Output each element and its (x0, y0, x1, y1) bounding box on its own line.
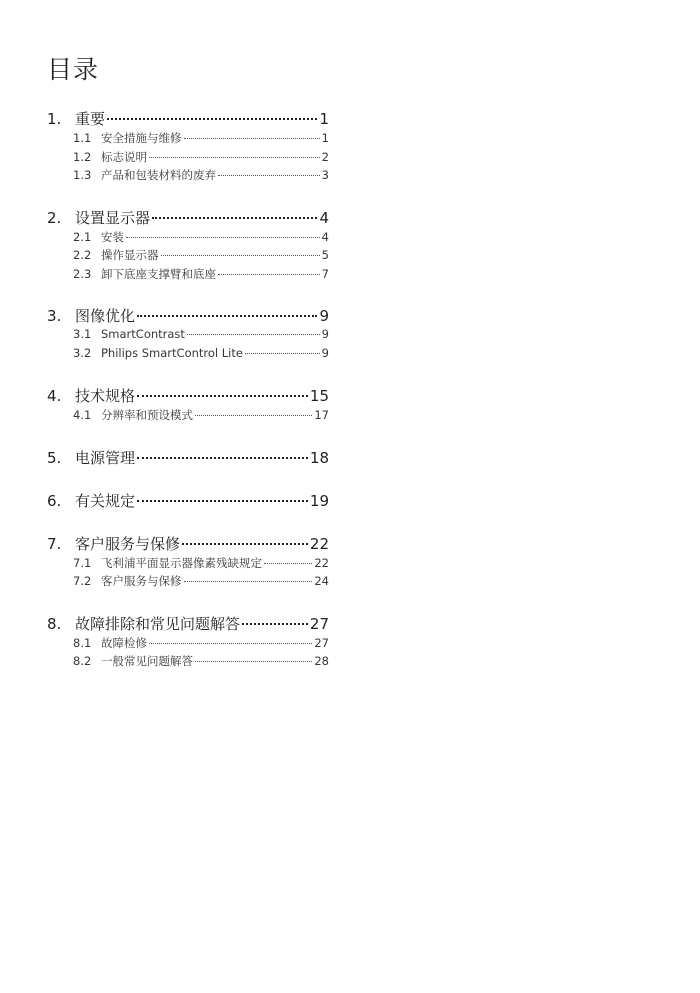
section-title: 有关规定 (75, 491, 136, 510)
section-page-number: 22 (309, 534, 329, 553)
subsection-page-number: 27 (314, 635, 329, 650)
toc-subsection-entry[interactable] (47, 407, 329, 426)
subsection-page-number: 28 (314, 654, 329, 668)
dot-leader (137, 315, 317, 317)
subsection-title: 标志说明 (101, 149, 147, 164)
subsection-page-number: 7 (321, 266, 329, 281)
section-title: 电源管理 (75, 448, 136, 467)
toc-subsection-entry[interactable] (47, 653, 329, 672)
subsection-number: 1.3 (73, 168, 92, 182)
dot-leader (126, 237, 320, 238)
toc-section (47, 385, 329, 426)
dot-leader (195, 415, 312, 416)
subsection-title: 一般常见问题解答 (101, 654, 193, 668)
subsection-title: 安装 (101, 229, 124, 244)
subsection-page-number: 17 (314, 408, 329, 422)
section-page-number: 18 (309, 448, 329, 467)
dot-leader (245, 353, 320, 354)
toc-subsection-entry[interactable] (47, 266, 329, 285)
dot-leader (184, 581, 313, 582)
toc-section-entry[interactable] (47, 613, 329, 635)
toc-section-entry[interactable] (47, 207, 329, 229)
subsection-number: 1.1 (73, 131, 92, 145)
toc-subsection-entry[interactable] (47, 635, 329, 654)
toc-subsection-entry[interactable] (47, 149, 329, 168)
toc-section-entry[interactable] (47, 490, 329, 512)
section-title: 图像优化 (75, 307, 136, 325)
section-number: 8. (47, 614, 62, 633)
subsection-title: 卸下底座支撑臂和底座 (101, 266, 216, 281)
toc-section-entry[interactable] (47, 533, 329, 555)
toc-section-entry[interactable] (47, 447, 329, 469)
subsection-number: 1.2 (73, 149, 92, 164)
section-title: 客户服务与保修 (75, 534, 181, 553)
subsection-page-number: 5 (321, 248, 329, 262)
toc-subsection-entry[interactable] (47, 247, 329, 266)
section-title: 设置显示器 (75, 208, 151, 227)
toc-section (47, 490, 329, 512)
page-title: 目录 (47, 55, 100, 84)
subsection-number: 8.2 (73, 654, 92, 668)
subsection-number: 8.1 (73, 635, 92, 650)
subsection-page-number: 9 (321, 327, 329, 341)
section-number: 1. (47, 110, 62, 128)
section-title: 重要 (75, 110, 106, 128)
subsection-title: 产品和包装材料的废弃 (101, 168, 216, 182)
section-page-number: 9 (319, 307, 329, 325)
section-page-number: 15 (309, 387, 329, 405)
subsection-page-number: 24 (314, 574, 329, 588)
subsection-title: Philips SmartControl Lite (101, 345, 243, 360)
subsection-title: 飞利浦平面显示器像素残缺规定 (101, 555, 262, 570)
section-number: 2. (47, 208, 62, 227)
toc-section (47, 207, 329, 285)
dot-leader (137, 395, 308, 397)
dot-leader (149, 643, 312, 644)
dot-leader (152, 217, 317, 219)
dot-leader (137, 457, 308, 459)
toc-subsection-entry[interactable] (47, 229, 329, 248)
toc-section (47, 108, 329, 186)
subsection-title: 客户服务与保修 (101, 574, 182, 588)
subsection-title: 安全措施与维修 (101, 131, 182, 145)
toc-section (47, 533, 329, 592)
section-page-number: 4 (319, 208, 329, 227)
toc-section (47, 613, 329, 672)
dot-leader (149, 157, 320, 158)
toc-section-entry[interactable] (47, 385, 329, 407)
section-number: 3. (47, 307, 62, 325)
subsection-number: 2.2 (73, 248, 92, 262)
toc-subsection-entry[interactable] (47, 573, 329, 592)
subsection-page-number: 22 (314, 555, 329, 570)
toc-section (47, 447, 329, 469)
section-number: 5. (47, 448, 62, 467)
subsection-number: 7.1 (73, 555, 92, 570)
subsection-page-number: 2 (321, 149, 329, 164)
toc-subsection-entry[interactable] (47, 130, 329, 149)
subsection-title: 分辨率和预设模式 (101, 408, 193, 422)
subsection-page-number: 4 (321, 229, 329, 244)
dot-leader (218, 274, 320, 275)
subsection-number: 2.1 (73, 229, 92, 244)
subsection-title: 故障检修 (101, 635, 147, 650)
dot-leader (187, 334, 320, 335)
section-page-number: 27 (309, 614, 329, 633)
subsection-number: 3.2 (73, 345, 92, 360)
toc-section-entry[interactable] (47, 108, 329, 130)
section-number: 6. (47, 491, 62, 510)
section-page-number: 19 (309, 491, 329, 510)
section-number: 7. (47, 534, 62, 553)
dot-leader (107, 118, 317, 120)
toc-subsection-entry[interactable] (47, 167, 329, 186)
dot-leader (182, 543, 308, 545)
section-title: 技术规格 (75, 387, 136, 405)
toc-subsection-entry[interactable] (47, 346, 329, 365)
subsection-number: 2.3 (73, 266, 92, 281)
subsection-number: 7.2 (73, 574, 92, 588)
subsection-title: SmartContrast (101, 327, 185, 341)
dot-leader (218, 175, 320, 176)
dot-leader (161, 255, 320, 256)
toc-subsection-entry[interactable] (47, 555, 329, 574)
subsection-page-number: 3 (321, 168, 329, 182)
table-of-contents (47, 108, 329, 693)
toc-section-entry[interactable] (47, 305, 329, 327)
subsection-number: 3.1 (73, 327, 92, 341)
toc-subsection-entry[interactable] (47, 327, 329, 346)
subsection-page-number: 1 (321, 131, 329, 145)
subsection-number: 4.1 (73, 408, 92, 422)
section-number: 4. (47, 387, 62, 405)
subsection-title: 操作显示器 (101, 248, 159, 262)
dot-leader (184, 138, 320, 139)
section-title: 故障排除和常见问题解答 (75, 614, 241, 633)
dot-leader (195, 661, 312, 662)
dot-leader (242, 623, 308, 625)
dot-leader (137, 500, 308, 502)
section-page-number: 1 (319, 110, 329, 128)
subsection-page-number: 9 (321, 345, 329, 360)
toc-section (47, 305, 329, 364)
dot-leader (264, 563, 312, 564)
